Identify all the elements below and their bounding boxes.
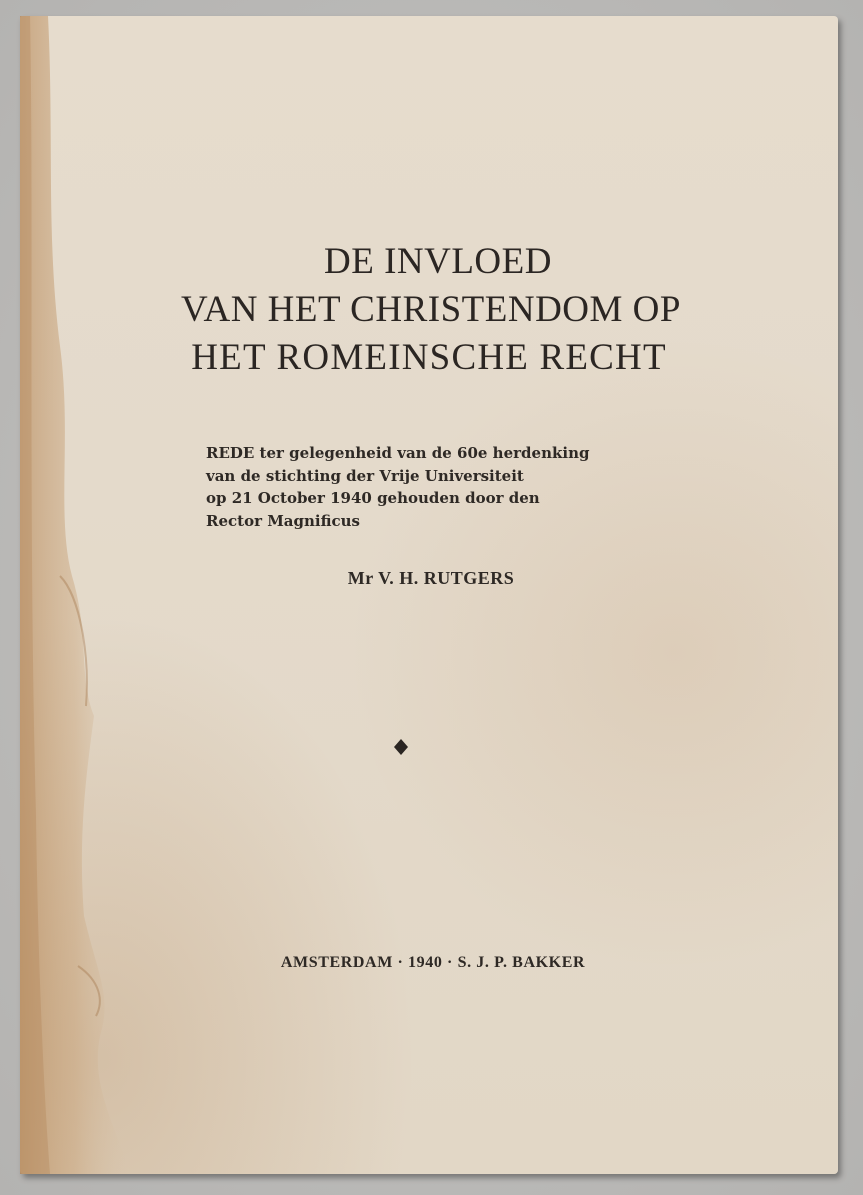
subtitle-line: op 21 October 1940 gehouden door den [206, 489, 540, 507]
cover-subtitle [206, 442, 626, 532]
title-line: DE INVLOED [324, 241, 552, 282]
cover-title [20, 238, 838, 382]
subtitle-line: van de stichting der Vrije Universiteit [206, 466, 524, 485]
diamond-icon [392, 738, 410, 756]
subtitle-line: Rector Magnificus [206, 511, 361, 530]
title-line: HET ROMEINSCHE RECHT [191, 337, 667, 378]
title-line: VAN HET CHRISTENDOM OP [181, 289, 681, 330]
subtitle-line: REDE ter gelegenheid van de 60e herdenking [206, 444, 590, 462]
water-stain-edge [20, 16, 140, 1174]
booklet-cover [20, 16, 838, 1174]
author-name: Mr V. H. RUTGERS [347, 568, 515, 588]
publisher-imprint: AMSTERDAM · 1940 · S. J. P. BAKKER [280, 954, 586, 971]
